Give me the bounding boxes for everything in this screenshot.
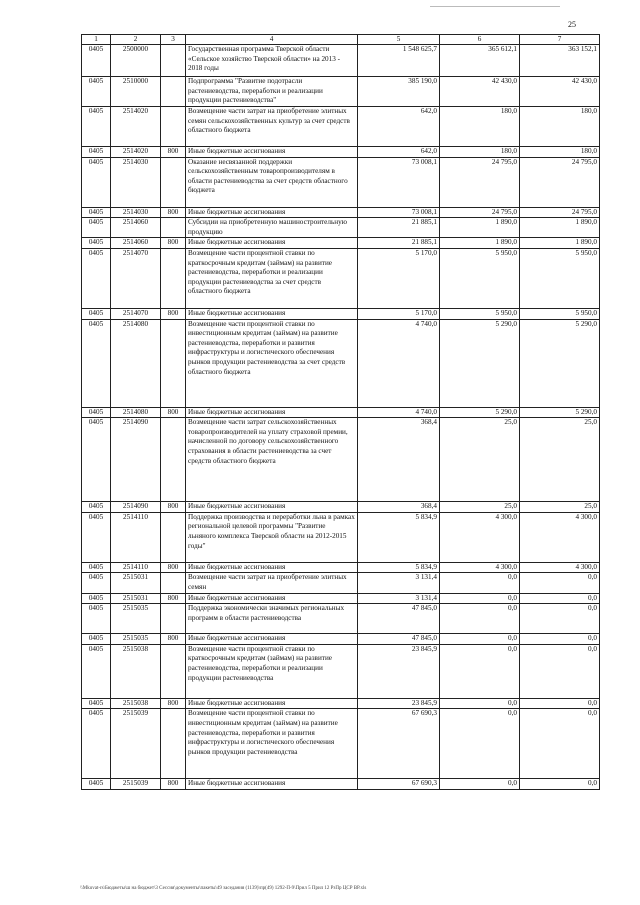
amount-col6-cell: 0,0 <box>440 573 520 593</box>
amount-col6-cell: 24 795,0 <box>440 157 520 207</box>
amount-col5-cell: 3 131,4 <box>358 593 440 604</box>
expense-type-cell <box>161 604 186 634</box>
expense-type-cell <box>161 218 186 238</box>
table-row <box>82 407 600 418</box>
table-row <box>82 644 600 698</box>
amount-col6-cell: 365 612,1 <box>440 45 520 77</box>
amount-col7-cell: 180,0 <box>520 147 600 158</box>
amount-col5-cell: 368,4 <box>358 502 440 513</box>
table-row <box>82 107 600 147</box>
item-name-cell: Иные бюджетные ассигнования <box>186 147 358 158</box>
item-name-cell: Оказание несвязанной поддержки сельскохозяйственным товаропроизводителям в области растениеводства за счет средств областного бюджета <box>186 157 358 207</box>
target-article-cell: 2514110 <box>111 512 161 562</box>
amount-col6-cell: 0,0 <box>440 709 520 779</box>
table-row <box>82 573 600 593</box>
amount-col7-cell: 25,0 <box>520 502 600 513</box>
page-number: 25 <box>568 20 576 29</box>
expense-type-cell: 800 <box>161 308 186 319</box>
amount-col7-cell: 0,0 <box>520 634 600 645</box>
amount-col7-cell: 4 300,0 <box>520 562 600 573</box>
section-code-cell: 0405 <box>82 77 111 107</box>
table-row <box>82 248 600 308</box>
target-article-cell: 2514090 <box>111 502 161 513</box>
amount-col7-cell: 5 290,0 <box>520 319 600 407</box>
target-article-cell: 2515039 <box>111 709 161 779</box>
expense-type-cell <box>161 157 186 207</box>
amount-col7-cell: 0,0 <box>520 779 600 790</box>
item-name-cell: Иные бюджетные ассигнования <box>186 207 358 218</box>
section-code-cell: 0405 <box>82 45 111 77</box>
amount-col5-cell: 23 845,9 <box>358 698 440 709</box>
item-name-cell: Возмещение части процентной ставки по инвестиционным кредитам (займам) на развитие растениеводства, переработки и развития инфраструктуры и логистического обеспечения рынков продукции растениеводства <box>186 709 358 779</box>
section-code-cell: 0405 <box>82 308 111 319</box>
amount-col5-cell: 3 131,4 <box>358 573 440 593</box>
table-row <box>82 207 600 218</box>
item-name-cell: Возмещение части затрат на приобретение элитных семян сельскохозяйственных культур за счет средств областного бюджета <box>186 107 358 147</box>
column-header: 4 <box>186 35 358 45</box>
expense-type-cell <box>161 573 186 593</box>
amount-col5-cell: 5 834,9 <box>358 562 440 573</box>
section-code-cell: 0405 <box>82 418 111 502</box>
amount-col7-cell: 25,0 <box>520 418 600 502</box>
section-code-cell: 0405 <box>82 644 111 698</box>
amount-col7-cell: 24 795,0 <box>520 157 600 207</box>
target-article-cell: 2510000 <box>111 77 161 107</box>
item-name-cell: Возмещение части процентной ставки по инвестиционным кредитам (займам) на развитие растениеводства, переработки и развития инфраструктуры и логистического обеспечения рынков продукции растениеводства за счет средств областного бюджета <box>186 319 358 407</box>
expense-type-cell: 800 <box>161 207 186 218</box>
amount-col7-cell: 5 950,0 <box>520 248 600 308</box>
target-article-cell: 2514030 <box>111 207 161 218</box>
section-code-cell: 0405 <box>82 604 111 634</box>
target-article-cell: 2514070 <box>111 248 161 308</box>
section-code-cell: 0405 <box>82 634 111 645</box>
table-row <box>82 593 600 604</box>
target-article-cell: 2514090 <box>111 418 161 502</box>
amount-col7-cell: 0,0 <box>520 709 600 779</box>
amount-col7-cell: 1 890,0 <box>520 238 600 249</box>
amount-col5-cell: 5 834,9 <box>358 512 440 562</box>
section-code-cell: 0405 <box>82 502 111 513</box>
item-name-cell: Иные бюджетные ассигнования <box>186 562 358 573</box>
target-article-cell: 2515038 <box>111 644 161 698</box>
amount-col6-cell: 0,0 <box>440 779 520 790</box>
amount-col5-cell: 4 740,0 <box>358 319 440 407</box>
amount-col7-cell: 0,0 <box>520 644 600 698</box>
amount-col5-cell: 21 885,1 <box>358 238 440 249</box>
column-header: 6 <box>440 35 520 45</box>
target-article-cell: 2514030 <box>111 157 161 207</box>
item-name-cell: Иные бюджетные ассигнования <box>186 502 358 513</box>
amount-col6-cell: 25,0 <box>440 502 520 513</box>
table-row <box>82 634 600 645</box>
table-row <box>82 502 600 513</box>
expense-type-cell: 800 <box>161 698 186 709</box>
amount-col6-cell: 5 290,0 <box>440 319 520 407</box>
table-row <box>82 319 600 407</box>
table-row <box>82 77 600 107</box>
amount-col7-cell: 180,0 <box>520 107 600 147</box>
section-code-cell: 0405 <box>82 698 111 709</box>
section-code-cell: 0405 <box>82 238 111 249</box>
amount-col5-cell: 47 845,0 <box>358 634 440 645</box>
target-article-cell: 2515035 <box>111 634 161 645</box>
top-rule <box>430 6 560 7</box>
expense-type-cell: 800 <box>161 634 186 645</box>
item-name-cell: Иные бюджетные ассигнования <box>186 407 358 418</box>
amount-col6-cell: 42 430,0 <box>440 77 520 107</box>
expense-type-cell <box>161 319 186 407</box>
amount-col7-cell: 0,0 <box>520 573 600 593</box>
target-article-cell: 2514080 <box>111 319 161 407</box>
amount-col6-cell: 0,0 <box>440 604 520 634</box>
expense-type-cell: 800 <box>161 238 186 249</box>
target-article-cell: 2514020 <box>111 107 161 147</box>
target-article-cell: 2515038 <box>111 698 161 709</box>
amount-col5-cell: 385 190,0 <box>358 77 440 107</box>
amount-col5-cell: 67 690,3 <box>358 779 440 790</box>
expense-type-cell <box>161 77 186 107</box>
table-row <box>82 512 600 562</box>
table-row <box>82 418 600 502</box>
column-header: 1 <box>82 35 111 45</box>
item-name-cell: Поддержка производства и переработки льна в рамках региональной целевой программы "Развитие льняного комплекса Тверской области на 2012-2015 годы" <box>186 512 358 562</box>
target-article-cell: 2514080 <box>111 407 161 418</box>
item-name-cell: Поддержка экономически значимых региональных программ в области растениеводства <box>186 604 358 634</box>
section-code-cell: 0405 <box>82 562 111 573</box>
target-article-cell: 2514020 <box>111 147 161 158</box>
section-code-cell: 0405 <box>82 319 111 407</box>
amount-col5-cell: 21 885,1 <box>358 218 440 238</box>
amount-col6-cell: 1 890,0 <box>440 218 520 238</box>
amount-col5-cell: 642,0 <box>358 147 440 158</box>
item-name-cell: Возмещение части процентной ставки по краткосрочным кредитам (займам) на развитие растениеводства, переработки и реализации продукции растениеводства за счет средств областного бюджета <box>186 248 358 308</box>
expense-type-cell <box>161 45 186 77</box>
amount-col5-cell: 4 740,0 <box>358 407 440 418</box>
table-row <box>82 604 600 634</box>
column-header: 7 <box>520 35 600 45</box>
amount-col5-cell: 368,4 <box>358 418 440 502</box>
table-row <box>82 157 600 207</box>
amount-col6-cell: 0,0 <box>440 593 520 604</box>
column-header: 3 <box>161 35 186 45</box>
amount-col7-cell: 1 890,0 <box>520 218 600 238</box>
table-row <box>82 45 600 77</box>
amount-col5-cell: 73 008,1 <box>358 157 440 207</box>
expense-type-cell: 800 <box>161 593 186 604</box>
amount-col6-cell: 5 950,0 <box>440 308 520 319</box>
item-name-cell: Иные бюджетные ассигнования <box>186 698 358 709</box>
amount-col6-cell: 180,0 <box>440 107 520 147</box>
target-article-cell: 2514060 <box>111 238 161 249</box>
section-code-cell: 0405 <box>82 248 111 308</box>
amount-col6-cell: 5 290,0 <box>440 407 520 418</box>
item-name-cell: Возмещение части затрат сельскохозяйственных товаропроизводителей на уплату страховой премии, начисленной по договору сельскохозяйственного страхования в области растениеводства за счет средств областного бюджета <box>186 418 358 502</box>
item-name-cell: Иные бюджетные ассигнования <box>186 634 358 645</box>
amount-col6-cell: 180,0 <box>440 147 520 158</box>
item-name-cell: Иные бюджетные ассигнования <box>186 779 358 790</box>
table-body <box>82 45 600 790</box>
amount-col6-cell: 4 300,0 <box>440 512 520 562</box>
expense-type-cell <box>161 512 186 562</box>
expense-type-cell <box>161 107 186 147</box>
amount-col6-cell: 0,0 <box>440 698 520 709</box>
amount-col7-cell: 24 795,0 <box>520 207 600 218</box>
item-name-cell: Иные бюджетные ассигнования <box>186 308 358 319</box>
amount-col5-cell: 67 690,3 <box>358 709 440 779</box>
target-article-cell: 2515031 <box>111 593 161 604</box>
amount-col5-cell: 47 845,0 <box>358 604 440 634</box>
amount-col5-cell: 5 170,0 <box>358 248 440 308</box>
section-code-cell: 0405 <box>82 207 111 218</box>
target-article-cell: 2514110 <box>111 562 161 573</box>
amount-col5-cell: 73 008,1 <box>358 207 440 218</box>
amount-col6-cell: 25,0 <box>440 418 520 502</box>
amount-col7-cell: 5 950,0 <box>520 308 600 319</box>
amount-col7-cell: 42 430,0 <box>520 77 600 107</box>
table-row <box>82 147 600 158</box>
target-article-cell: 2500000 <box>111 45 161 77</box>
expense-type-cell <box>161 418 186 502</box>
table-row <box>82 218 600 238</box>
amount-col7-cell: 0,0 <box>520 593 600 604</box>
section-code-cell: 0405 <box>82 407 111 418</box>
table-row <box>82 308 600 319</box>
amount-col6-cell: 24 795,0 <box>440 207 520 218</box>
section-code-cell: 0405 <box>82 573 111 593</box>
target-article-cell: 2515035 <box>111 604 161 634</box>
section-code-cell: 0405 <box>82 709 111 779</box>
item-name-cell: Иные бюджетные ассигнования <box>186 238 358 249</box>
amount-col6-cell: 0,0 <box>440 634 520 645</box>
budget-table <box>81 34 600 790</box>
target-article-cell: 2514070 <box>111 308 161 319</box>
expense-type-cell <box>161 644 186 698</box>
item-name-cell: Возмещение части процентной ставки по краткосрочным кредитам (займам) на развитие растениеводства, переработки и реализации продукции растениеводства <box>186 644 358 698</box>
section-code-cell: 0405 <box>82 157 111 207</box>
section-code-cell: 0405 <box>82 593 111 604</box>
item-name-cell: Иные бюджетные ассигнования <box>186 593 358 604</box>
item-name-cell: Государственная программа Тверской области «Сельское хозяйство Тверской области» на 2013 - 2018 годы <box>186 45 358 77</box>
section-code-cell: 0405 <box>82 147 111 158</box>
expense-type-cell: 800 <box>161 502 186 513</box>
column-header: 2 <box>111 35 161 45</box>
amount-col7-cell: 4 300,0 <box>520 512 600 562</box>
section-code-cell: 0405 <box>82 218 111 238</box>
expense-type-cell: 800 <box>161 147 186 158</box>
amount-col5-cell: 1 548 625,7 <box>358 45 440 77</box>
expense-type-cell <box>161 709 186 779</box>
expense-type-cell: 800 <box>161 562 186 573</box>
footer-file-path: \\Mkuvat-rs\Бюджеты\ш на бюджет\3 Сессия\документы\пакеты\49 заседания (1139)\пр(49) 1292-П-9\Прил 5 Прил 12 РзПр ЦСР ВР.xls <box>80 886 367 891</box>
amount-col6-cell: 1 890,0 <box>440 238 520 249</box>
target-article-cell: 2514060 <box>111 218 161 238</box>
target-article-cell: 2515031 <box>111 573 161 593</box>
section-code-cell: 0405 <box>82 779 111 790</box>
expense-type-cell <box>161 248 186 308</box>
amount-col7-cell: 0,0 <box>520 698 600 709</box>
amount-col7-cell: 363 152,1 <box>520 45 600 77</box>
table-row <box>82 562 600 573</box>
amount-col7-cell: 0,0 <box>520 604 600 634</box>
table-row <box>82 779 600 790</box>
amount-col5-cell: 5 170,0 <box>358 308 440 319</box>
amount-col5-cell: 23 845,9 <box>358 644 440 698</box>
column-header: 5 <box>358 35 440 45</box>
section-code-cell: 0405 <box>82 107 111 147</box>
expense-type-cell: 800 <box>161 779 186 790</box>
amount-col6-cell: 4 300,0 <box>440 562 520 573</box>
expense-type-cell: 800 <box>161 407 186 418</box>
amount-col7-cell: 5 290,0 <box>520 407 600 418</box>
column-number-row <box>82 35 600 45</box>
item-name-cell: Субсидии на приобретенную машиностроительную продукцию <box>186 218 358 238</box>
table-row <box>82 238 600 249</box>
amount-col6-cell: 5 950,0 <box>440 248 520 308</box>
amount-col5-cell: 642,0 <box>358 107 440 147</box>
target-article-cell: 2515039 <box>111 779 161 790</box>
table-row <box>82 698 600 709</box>
section-code-cell: 0405 <box>82 512 111 562</box>
item-name-cell: Возмещение части затрат на приобретение элитных семян <box>186 573 358 593</box>
item-name-cell: Подпрограмма "Развитие подотрасли растениеводства, переработки и реализации продукции растениеводства" <box>186 77 358 107</box>
amount-col6-cell: 0,0 <box>440 644 520 698</box>
table-row <box>82 709 600 779</box>
